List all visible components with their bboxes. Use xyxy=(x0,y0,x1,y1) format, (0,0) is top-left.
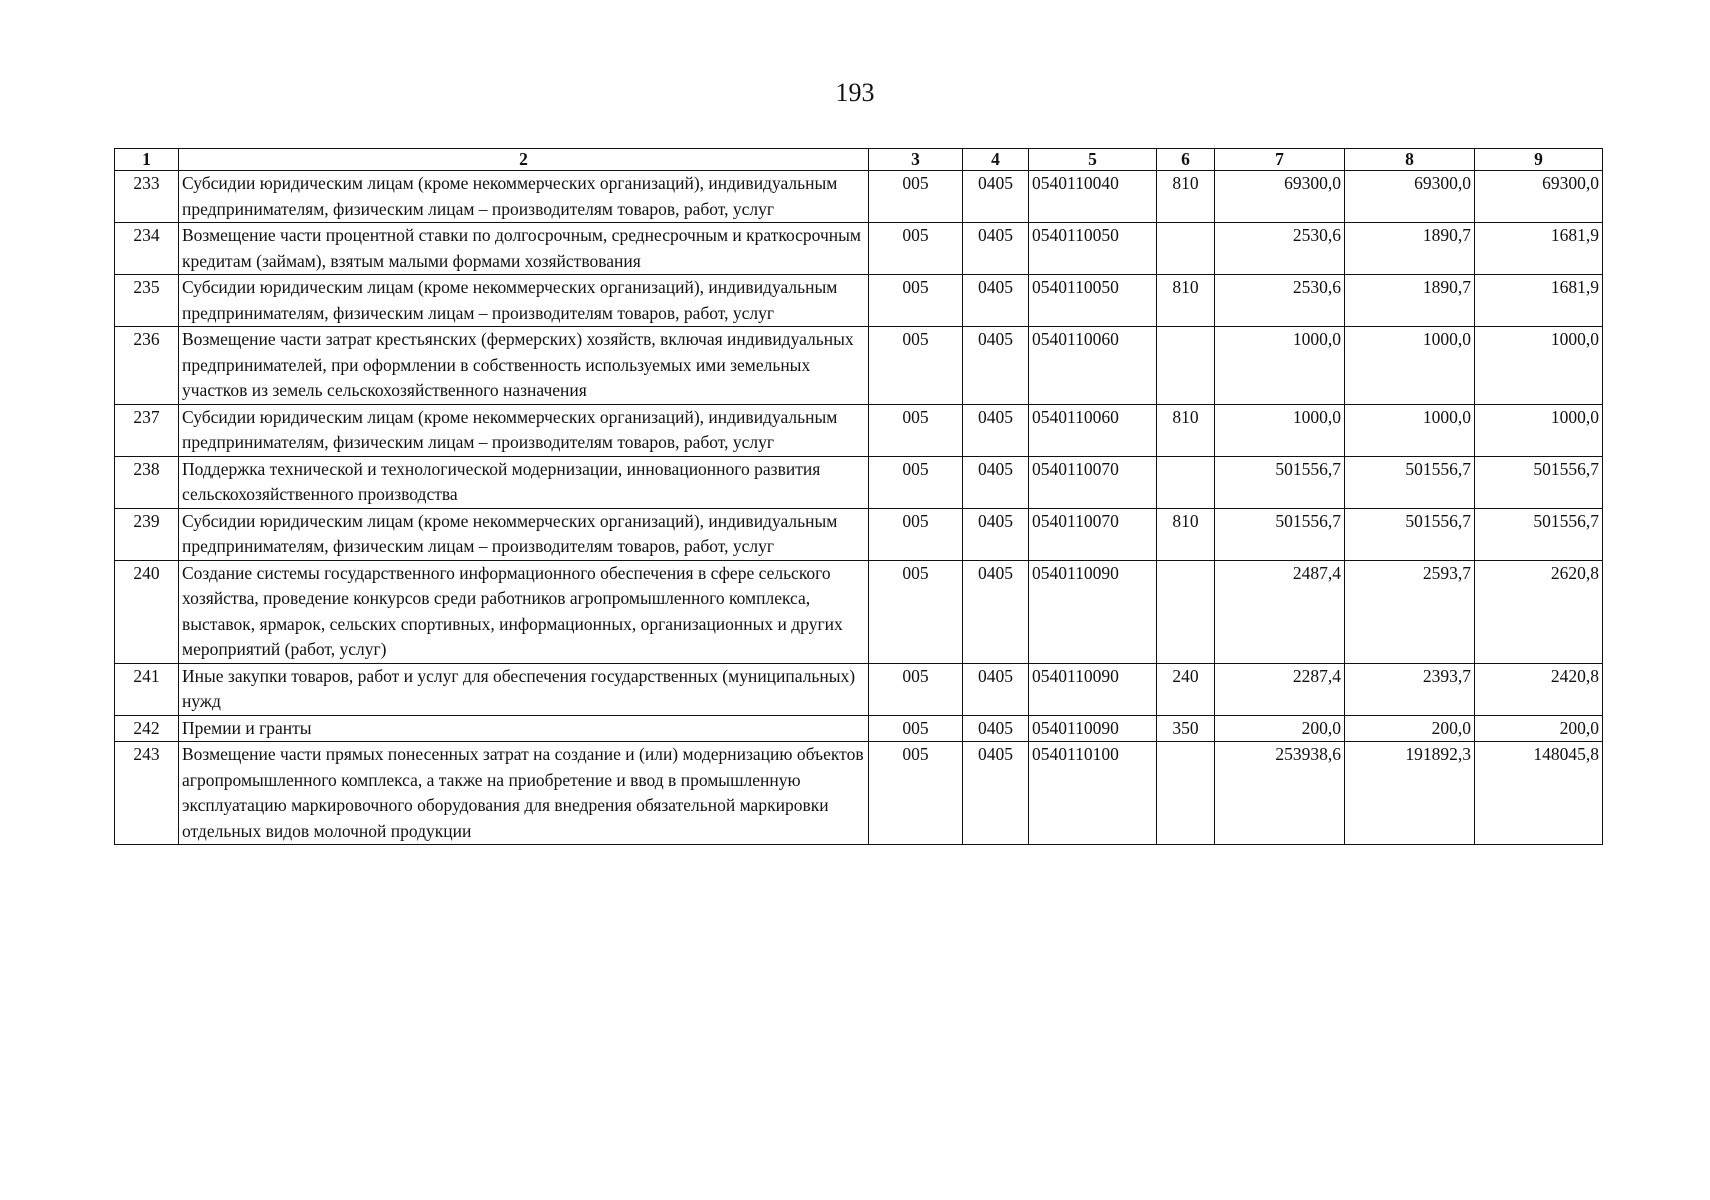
row-number: 243 xyxy=(115,742,179,845)
page-number: 193 xyxy=(835,78,875,107)
col8-amount: 2593,7 xyxy=(1345,560,1475,663)
col3-cell: 005 xyxy=(869,327,963,405)
col5-cell: 0540110050 xyxy=(1029,223,1157,275)
table-row xyxy=(115,275,1603,327)
col4-cell: 0405 xyxy=(963,171,1029,223)
table-row xyxy=(115,456,1603,508)
col3-cell: 005 xyxy=(869,560,963,663)
table-row xyxy=(115,404,1603,456)
col9-amount: 1681,9 xyxy=(1475,275,1603,327)
col3-cell: 005 xyxy=(869,404,963,456)
col7-amount: 2530,6 xyxy=(1215,223,1345,275)
row-number: 238 xyxy=(115,456,179,508)
col9-amount: 501556,7 xyxy=(1475,456,1603,508)
col9-amount: 2620,8 xyxy=(1475,560,1603,663)
table-row xyxy=(115,327,1603,405)
col8-amount: 1890,7 xyxy=(1345,223,1475,275)
row-description: Возмещение части прямых понесенных затрат на создание и (или) модернизацию объектов агропромышленного комплекса, а также на приобретение и ввод в промышленную эксплуатацию маркировочного оборудования для внедрения обязательной маркировки отдельных видов молочной продукции xyxy=(179,742,869,845)
table-row xyxy=(115,508,1603,560)
col4-cell: 0405 xyxy=(963,456,1029,508)
column-header: 4 xyxy=(963,149,1029,171)
row-description: Создание системы государственного информационного обеспечения в сфере сельского хозяйства, проведение конкурсов среди работников агропромышленного комплекса, выставок, ярмарок, сельских спортивных, информационных, организационных и других мероприятий (работ, услуг) xyxy=(179,560,869,663)
col4-cell: 0405 xyxy=(963,327,1029,405)
col7-amount: 253938,6 xyxy=(1215,742,1345,845)
col4-cell: 0405 xyxy=(963,508,1029,560)
col6-cell: 810 xyxy=(1157,275,1215,327)
col7-amount: 69300,0 xyxy=(1215,171,1345,223)
table-row xyxy=(115,742,1603,845)
row-number: 242 xyxy=(115,715,179,742)
row-description: Премии и гранты xyxy=(179,715,869,742)
table-row xyxy=(115,663,1603,715)
column-header: 3 xyxy=(869,149,963,171)
row-number: 235 xyxy=(115,275,179,327)
col9-amount: 501556,7 xyxy=(1475,508,1603,560)
row-description: Поддержка технической и технологической модернизации, инновационного развития сельскохозяйственного производства xyxy=(179,456,869,508)
col3-cell: 005 xyxy=(869,223,963,275)
col6-cell: 810 xyxy=(1157,171,1215,223)
row-description: Возмещение части затрат крестьянских (фермерских) хозяйств, включая индивидуальных предпринимателей, при оформлении в собственность используемых ими земельных участков из земель сельскохозяйственного назначения xyxy=(179,327,869,405)
col4-cell: 0405 xyxy=(963,560,1029,663)
col9-amount: 1000,0 xyxy=(1475,327,1603,405)
col7-amount: 2487,4 xyxy=(1215,560,1345,663)
row-number: 236 xyxy=(115,327,179,405)
col7-amount: 501556,7 xyxy=(1215,456,1345,508)
column-header: 8 xyxy=(1345,149,1475,171)
col9-amount: 1000,0 xyxy=(1475,404,1603,456)
col3-cell: 005 xyxy=(869,508,963,560)
col8-amount: 69300,0 xyxy=(1345,171,1475,223)
col5-cell: 0540110070 xyxy=(1029,456,1157,508)
col4-cell: 0405 xyxy=(963,715,1029,742)
col8-amount: 501556,7 xyxy=(1345,456,1475,508)
col5-cell: 0540110060 xyxy=(1029,327,1157,405)
row-description: Субсидии юридическим лицам (кроме некоммерческих организаций), индивидуальным предпринимателям, физическим лицам – производителям товаров, работ, услуг xyxy=(179,404,869,456)
col7-amount: 2530,6 xyxy=(1215,275,1345,327)
col6-cell: 350 xyxy=(1157,715,1215,742)
table-row xyxy=(115,171,1603,223)
header-row xyxy=(115,149,1603,171)
table-row xyxy=(115,715,1603,742)
col5-cell: 0540110060 xyxy=(1029,404,1157,456)
col4-cell: 0405 xyxy=(963,663,1029,715)
col4-cell: 0405 xyxy=(963,275,1029,327)
col7-amount: 1000,0 xyxy=(1215,404,1345,456)
row-number: 233 xyxy=(115,171,179,223)
column-header: 5 xyxy=(1029,149,1157,171)
row-number: 239 xyxy=(115,508,179,560)
col3-cell: 005 xyxy=(869,171,963,223)
col5-cell: 0540110090 xyxy=(1029,715,1157,742)
col8-amount: 1890,7 xyxy=(1345,275,1475,327)
col9-amount: 2420,8 xyxy=(1475,663,1603,715)
col5-cell: 0540110100 xyxy=(1029,742,1157,845)
col3-cell: 005 xyxy=(869,663,963,715)
column-header: 6 xyxy=(1157,149,1215,171)
col8-amount: 1000,0 xyxy=(1345,327,1475,405)
col6-cell: 810 xyxy=(1157,404,1215,456)
row-description: Возмещение части процентной ставки по долгосрочным, среднесрочным и краткосрочным кредитам (займам), взятым малыми формами хозяйствования xyxy=(179,223,869,275)
row-description: Субсидии юридическим лицам (кроме некоммерческих организаций), индивидуальным предпринимателям, физическим лицам – производителям товаров, работ, услуг xyxy=(179,275,869,327)
budget-table xyxy=(114,148,1603,845)
column-header: 7 xyxy=(1215,149,1345,171)
col8-amount: 191892,3 xyxy=(1345,742,1475,845)
col8-amount: 501556,7 xyxy=(1345,508,1475,560)
col5-cell: 0540110050 xyxy=(1029,275,1157,327)
col4-cell: 0405 xyxy=(963,404,1029,456)
col7-amount: 200,0 xyxy=(1215,715,1345,742)
col6-cell xyxy=(1157,327,1215,405)
col9-amount: 69300,0 xyxy=(1475,171,1603,223)
col7-amount: 2287,4 xyxy=(1215,663,1345,715)
col3-cell: 005 xyxy=(869,715,963,742)
col5-cell: 0540110070 xyxy=(1029,508,1157,560)
col3-cell: 005 xyxy=(869,742,963,845)
col9-amount: 1681,9 xyxy=(1475,223,1603,275)
col8-amount: 200,0 xyxy=(1345,715,1475,742)
column-header: 2 xyxy=(179,149,869,171)
col3-cell: 005 xyxy=(869,456,963,508)
col5-cell: 0540110090 xyxy=(1029,560,1157,663)
col6-cell xyxy=(1157,742,1215,845)
row-description: Субсидии юридическим лицам (кроме некоммерческих организаций), индивидуальным предпринимателям, физическим лицам – производителям товаров, работ, услуг xyxy=(179,508,869,560)
col3-cell: 005 xyxy=(869,275,963,327)
col6-cell: 810 xyxy=(1157,508,1215,560)
col7-amount: 501556,7 xyxy=(1215,508,1345,560)
col4-cell: 0405 xyxy=(963,223,1029,275)
table-row xyxy=(115,560,1603,663)
col8-amount: 2393,7 xyxy=(1345,663,1475,715)
row-number: 234 xyxy=(115,223,179,275)
column-header: 9 xyxy=(1475,149,1603,171)
column-header: 1 xyxy=(115,149,179,171)
col9-amount: 200,0 xyxy=(1475,715,1603,742)
col6-cell xyxy=(1157,223,1215,275)
row-description: Иные закупки товаров, работ и услуг для обеспечения государственных (муниципальных) нужд xyxy=(179,663,869,715)
table-row xyxy=(115,223,1603,275)
col4-cell: 0405 xyxy=(963,742,1029,845)
col8-amount: 1000,0 xyxy=(1345,404,1475,456)
row-description: Субсидии юридическим лицам (кроме некоммерческих организаций), индивидуальным предпринимателям, физическим лицам – производителям товаров, работ, услуг xyxy=(179,171,869,223)
col6-cell xyxy=(1157,560,1215,663)
row-number: 237 xyxy=(115,404,179,456)
col7-amount: 1000,0 xyxy=(1215,327,1345,405)
row-number: 241 xyxy=(115,663,179,715)
col6-cell: 240 xyxy=(1157,663,1215,715)
col5-cell: 0540110090 xyxy=(1029,663,1157,715)
col9-amount: 148045,8 xyxy=(1475,742,1603,845)
row-number: 240 xyxy=(115,560,179,663)
col5-cell: 0540110040 xyxy=(1029,171,1157,223)
col6-cell xyxy=(1157,456,1215,508)
